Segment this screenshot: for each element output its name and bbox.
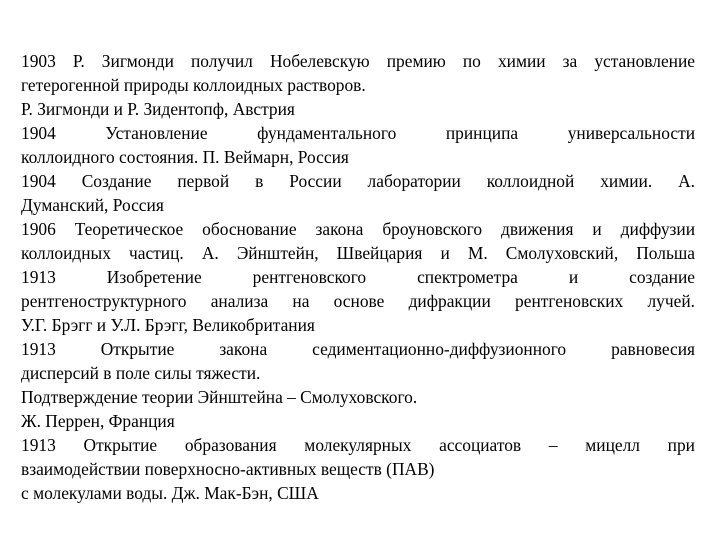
text-line: коллоидного состояния. П. Веймарн, Россия xyxy=(21,147,349,167)
text-line: взаимодействии поверхносно-активных веществ (ПАВ) xyxy=(21,459,435,479)
text-line: рентгеноструктурного анализа на основе дифракции рентгеновских лучей. xyxy=(21,291,695,311)
text-line: Подтверждение теории Эйнштейна – Смолуховского. xyxy=(21,387,418,407)
text-line: коллоидных частиц. А. Эйнштейн, Швейцария и М. Смолуховский, Польша xyxy=(21,243,695,263)
text-line: 1906 Теоретическое обоснование закона броуновского движения и диффузии xyxy=(21,219,695,239)
text-line: 1904 Установление фундаментального принципа универсальности xyxy=(21,123,695,143)
text-line: 1903 Р. Зигмонди получил Нобелевскую премию по химии за установление xyxy=(21,51,695,71)
text-line: дисперсий в поле силы тяжести. xyxy=(21,363,261,383)
text-line: 1913 Открытие образования молекулярных ассоциатов – мицелл при xyxy=(21,435,695,455)
text-line: с молекулами воды. Дж. Мак-Бэн, США xyxy=(21,483,319,503)
text-line: У.Г. Брэгг и У.Л. Брэгг, Великобритания xyxy=(21,315,315,335)
text-line: Ж. Перрен, Франция xyxy=(21,411,175,431)
history-text xyxy=(21,49,695,505)
text-line: Думанский, Россия xyxy=(21,195,164,215)
text-line: 1913 Изобретение рентгеновского спектрометра и создание xyxy=(21,267,695,287)
text-line: Р. Зигмонди и Р. Зидентопф, Австрия xyxy=(21,99,295,119)
text-line: гетерогенной природы коллоидных растворов. xyxy=(21,75,366,95)
text-line: 1904 Создание первой в России лаборатории коллоидной химии. А. xyxy=(21,171,695,191)
text-line: 1913 Открытие закона седиментационно-диффузионного равновесия xyxy=(21,339,695,359)
